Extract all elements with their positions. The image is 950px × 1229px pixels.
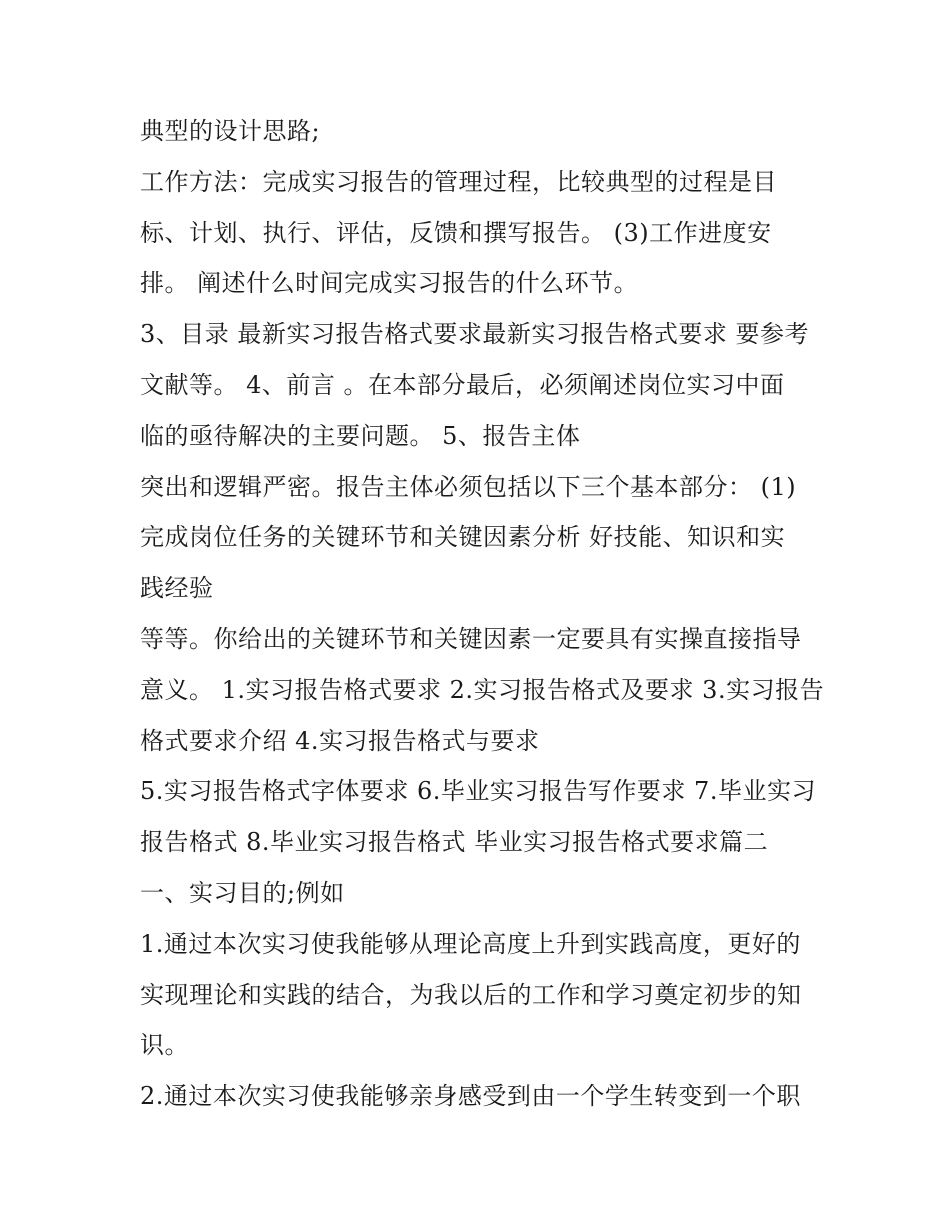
text-line: 一、实习目的;例如 xyxy=(140,878,345,907)
text-line: 3、目录 最新实习报告格式要求最新实习报告格式要求 要参考 xyxy=(140,320,810,349)
text-line: 完成岗位任务的关键环节和关键因素分析 好技能、知识和实 xyxy=(140,523,786,552)
text-line: 文献等。 4、前言 。在本部分最后，必须阐述岗位实习中面 xyxy=(140,370,785,399)
text-line: 践经验 xyxy=(140,574,214,603)
text-line: 2.通过本次实习使我能够亲身感受到由一个学生转变到一个职 xyxy=(140,1082,801,1111)
text-line: 突出和逻辑严密。报告主体必须包括以下三个基本部分： (1) xyxy=(140,472,797,501)
document-body xyxy=(140,106,830,1122)
text-line: 报告格式 8.毕业实习报告格式 毕业实习报告格式要求篇二 xyxy=(140,828,769,857)
text-line: 典型的设计思路; xyxy=(140,117,321,145)
text-line: 临的亟待解决的主要问题。 5、报告主体 xyxy=(140,421,581,450)
text-line: 实现理论和实践的结合，为我以后的工作和学习奠定初步的知 xyxy=(140,980,802,1009)
text-line: 标、计划、执行、评估，反馈和撰写报告。 (3)工作进度安 xyxy=(140,218,772,247)
text-line: 排。 阐述什么时间完成实习报告的什么环节。 xyxy=(140,269,639,298)
text-line: 识。 xyxy=(140,1031,189,1060)
text-line: 5.实习报告格式字体要求 6.毕业实习报告写作要求 7.毕业实习 xyxy=(140,777,816,806)
text-line: 等等。你给出的关键环节和关键因素一定要具有实操直接指导 xyxy=(140,624,802,653)
text-line: 1.通过本次实习使我能够从理论高度上升到实践高度，更好的 xyxy=(140,929,801,958)
text-line: 意义。 1.实习报告格式要求 2.实习报告格式及要求 3.实习报告 xyxy=(140,675,825,704)
text-line: 格式要求介绍 4.实习报告格式与要求 xyxy=(140,726,540,755)
text-line: 工作方法：完成实习报告的管理过程，比较典型的过程是目 xyxy=(140,167,777,196)
